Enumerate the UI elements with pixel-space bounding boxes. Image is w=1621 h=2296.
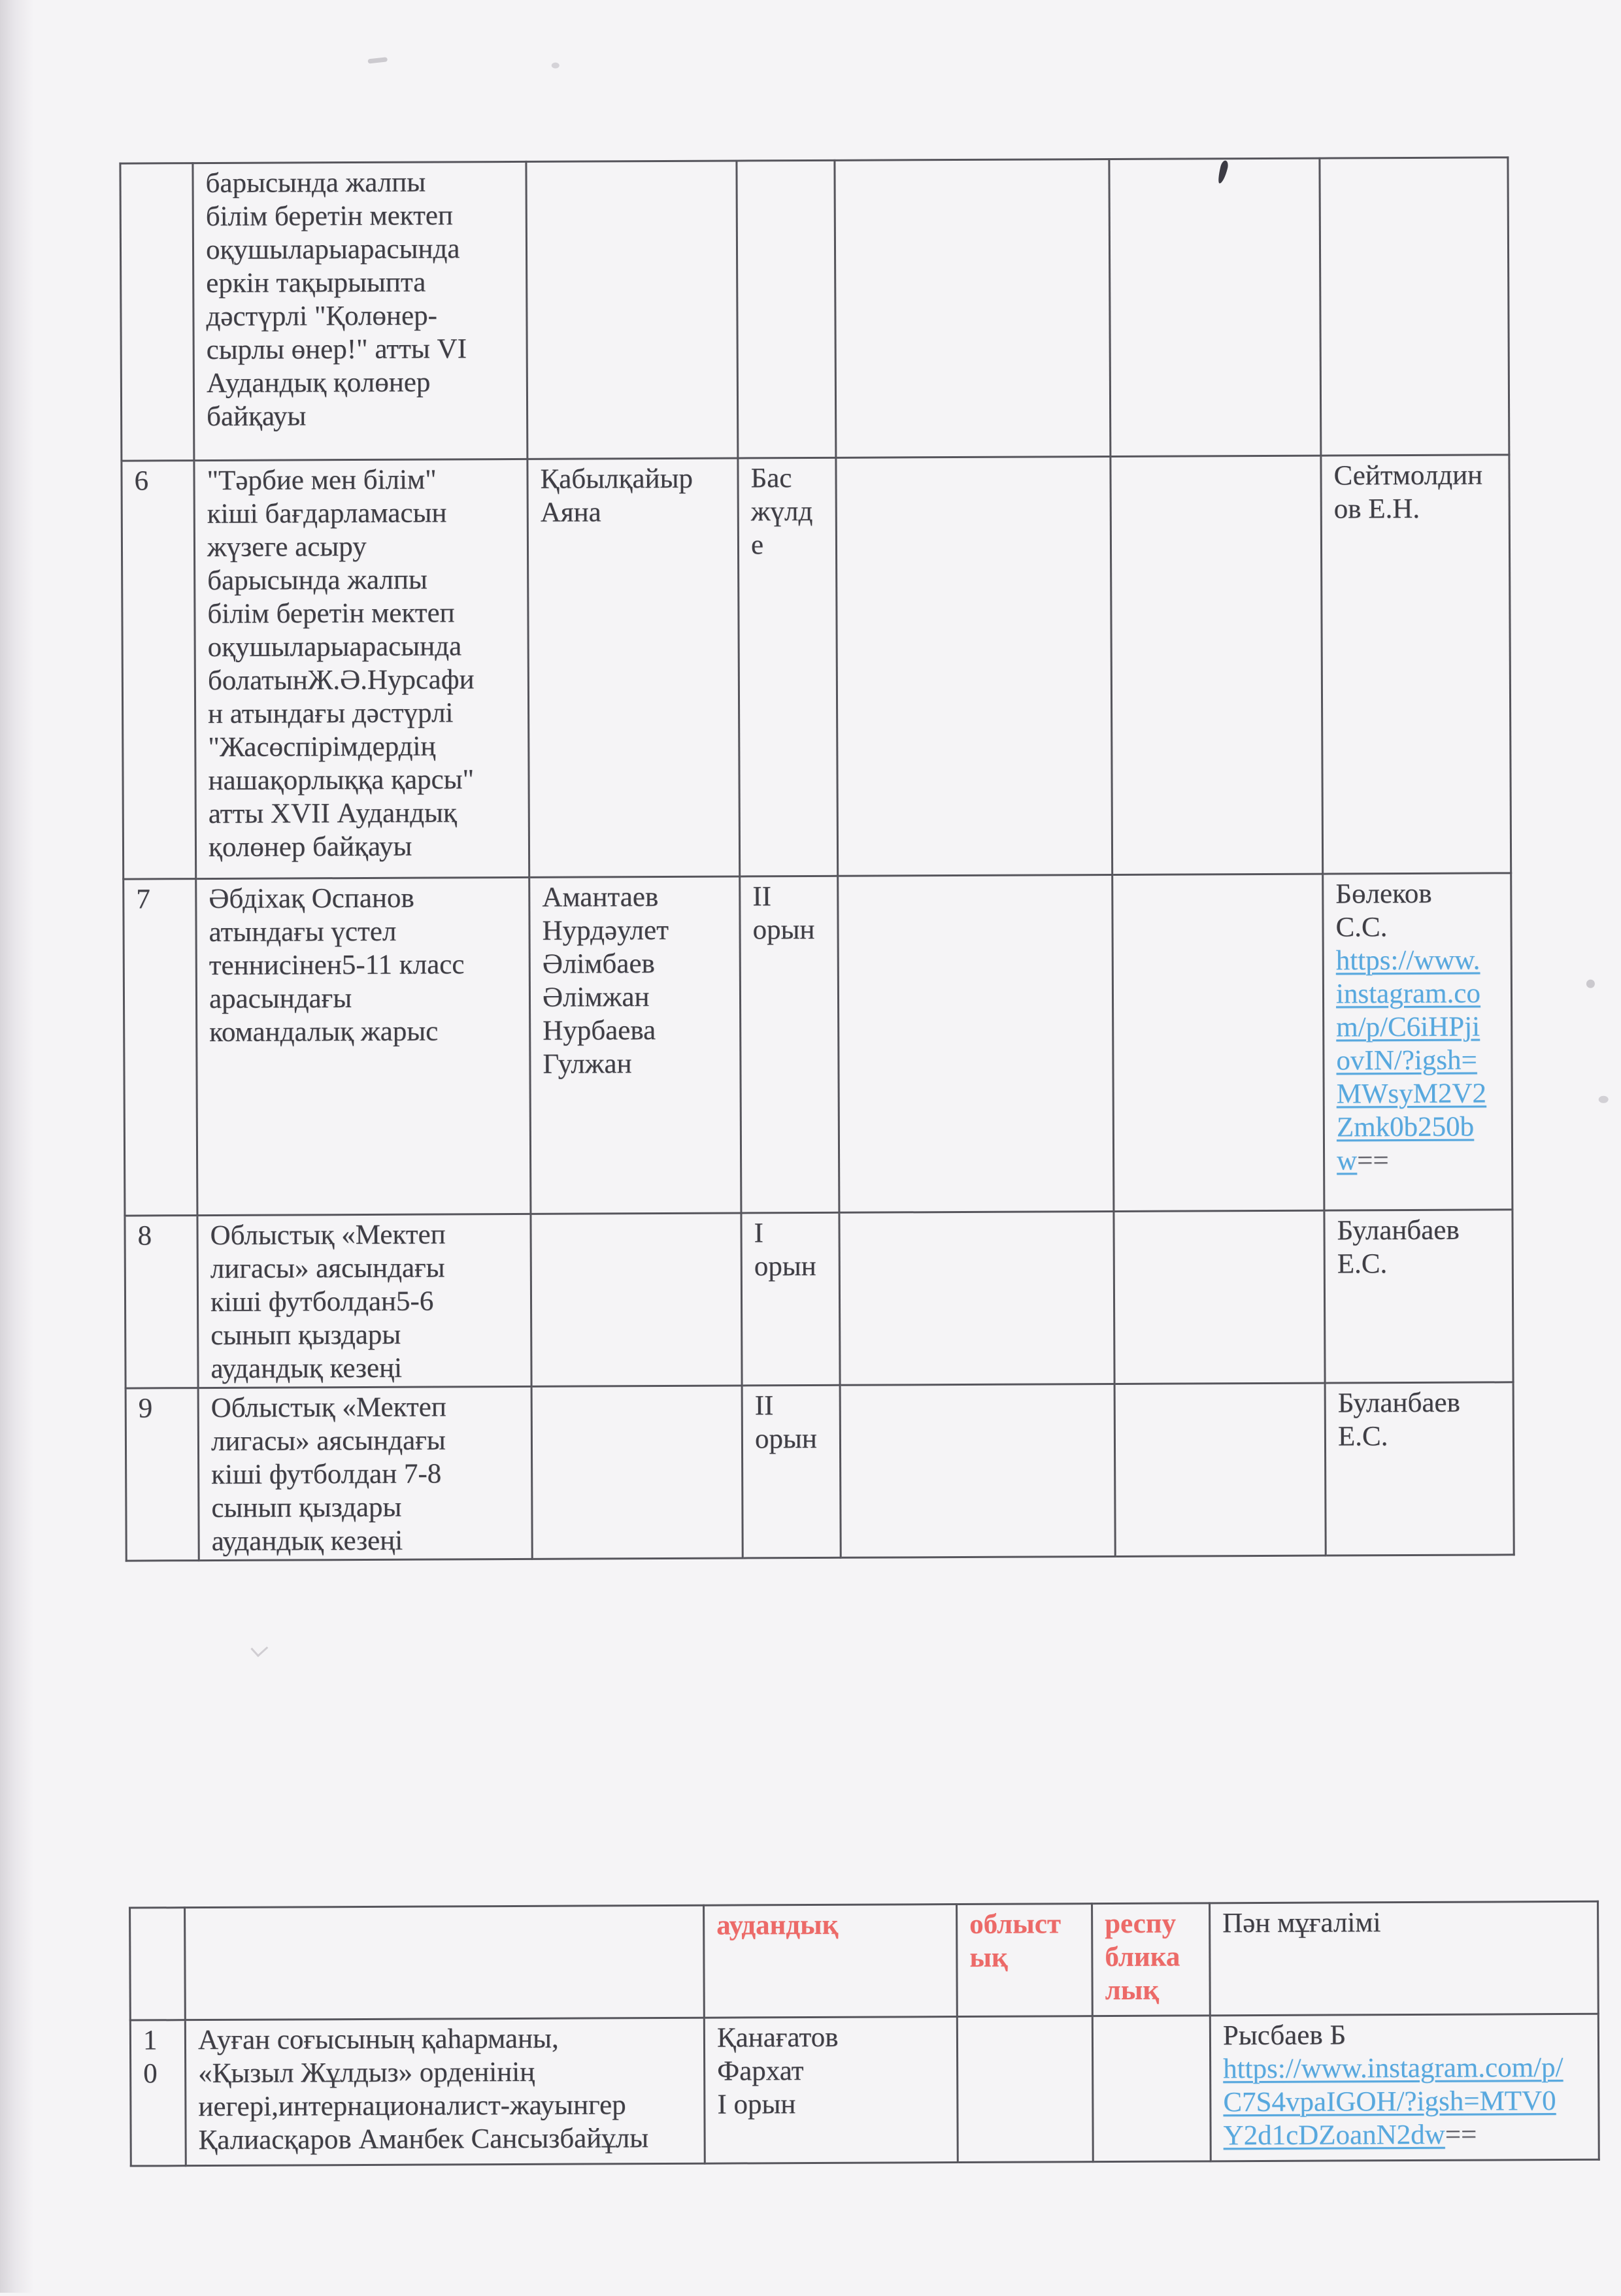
table-row-6 — [122, 455, 1511, 879]
cell-event: Облыстық «Мектеп лигасы» аясындағы кіші футболдан5-6 сынып қыздары аудандық кезеңі — [197, 1214, 531, 1388]
cell-num: 6 — [122, 461, 196, 879]
cell-district — [838, 874, 1114, 1212]
cell-result: II орын — [742, 1385, 841, 1558]
link-suffix: == — [1357, 1145, 1389, 1176]
cell-result — [737, 160, 836, 458]
table-row-7 — [124, 873, 1512, 1216]
cell-teacher: Сейтмолдин ов Е.Н. — [1321, 455, 1511, 874]
cell-event: "Тәрбие мен білім" кіші бағдарламасын жүзеге асыру барысында жалпы білім беретін мектеп оқушыларыарасында болатынЖ.Ә.Нурсафи н атындағы дәстүрлі "Жасөспірімдердің нашақорлыққа қарсы" атты XVII Аудандық қолөнер байқауы — [194, 459, 529, 878]
table-row-9 — [125, 1382, 1514, 1561]
cell-republic — [1092, 2016, 1211, 2162]
cell-num — [120, 163, 194, 461]
cell-students: Қабылқайыр Аяна — [527, 458, 740, 877]
cell-event: Әбдіхақ Оспанов атындағы үстел теннисінен5-11 класс арасындағы командалық жарыс — [196, 877, 531, 1215]
table-row-10 — [130, 2014, 1599, 2166]
cell-district — [839, 1211, 1114, 1385]
cell-region — [1111, 456, 1323, 874]
instagram-link[interactable]: https://www. instagram.co m/p/C6iHPji ovIN/?igsh= MWsyM2V2 Zmk0b250b w — [1335, 944, 1487, 1176]
table-row-8 — [125, 1210, 1513, 1388]
cell-district — [836, 456, 1112, 876]
cell-num: 8 — [125, 1216, 198, 1388]
cell-region — [1114, 1383, 1326, 1556]
cell-region — [1114, 1210, 1325, 1384]
scan-artifact-dot — [1599, 1096, 1609, 1103]
cell-teacher: Буланбаев Е.С. — [1324, 1210, 1513, 1383]
cell-result: II орын — [740, 876, 839, 1213]
cell-teacher — [1323, 873, 1512, 1210]
teacher-name: Рысбаев Б — [1222, 2020, 1346, 2052]
header-event — [185, 1905, 705, 2020]
instagram-link[interactable]: https://www.instagram.com/p/ C7S4vpaIGOH/?igsh=MTV0 Y2d1cDZoanN2dw — [1223, 2052, 1563, 2152]
cell-teacher — [1210, 2014, 1599, 2161]
header-region: облыст ық — [957, 1904, 1093, 2017]
cell-students — [531, 1213, 742, 1386]
cell-district — [835, 159, 1111, 458]
cell-teacher — [1320, 158, 1509, 456]
cell-result: Бас жүлд е — [738, 458, 838, 876]
cell-district: Қанағатов Фархат I орын — [704, 2017, 958, 2164]
scan-artifact-smudge — [367, 57, 388, 63]
header-district: аудандық — [704, 1905, 958, 2018]
cell-num: 7 — [124, 879, 197, 1216]
cell-event: барысында жалпы білім беретін мектеп оқушыларыарасында еркін тақырыыпта дәстүрлі "Қолөнер- сырлы өнер!" атты VI Аудандық қолөнер байқауы — [193, 161, 527, 460]
scan-artifact-dot — [1586, 980, 1595, 988]
table-row-5-continued — [120, 158, 1509, 461]
cell-students: Амантаев Нурдәулет Әлімбаев Әлімжан Нурбаева Гулжан — [529, 876, 741, 1214]
cell-teacher: Буланбаев Е.С. — [1325, 1382, 1514, 1556]
scan-artifact-check-mark — [250, 1640, 268, 1657]
cell-result: I орын — [741, 1212, 840, 1386]
cell-num: 1 0 — [130, 2020, 186, 2166]
cell-event: Ауған соғысының қаһарманы, «Қызыл Жұлдыз» орденінің иегері,интернационалист-жауынгер Қалиасқаров Аманбек Сансызбайұлы — [185, 2018, 705, 2165]
cell-region — [957, 2016, 1093, 2163]
cell-students — [526, 161, 738, 459]
cell-region — [1109, 158, 1321, 456]
scan-artifact-dot — [552, 63, 560, 69]
header-subject-teacher: Пән мұғалімі — [1210, 1901, 1599, 2016]
table-header-row — [130, 1901, 1599, 2020]
awards-table-continued — [119, 156, 1514, 1561]
cell-district — [840, 1384, 1115, 1557]
cell-students — [531, 1386, 743, 1559]
teacher-name: Бөлеков С.С. — [1335, 878, 1432, 943]
cell-region — [1112, 874, 1324, 1211]
subject-teacher-table — [129, 1901, 1600, 2167]
cell-num: 9 — [125, 1388, 199, 1561]
header-num — [130, 1908, 186, 2020]
link-suffix: == — [1445, 2119, 1477, 2150]
header-republic: респу блика лық — [1092, 1903, 1211, 2016]
cell-event: Облыстық «Мектеп лигасы» аясындағы кіші футболдан 7-8 сынып қыздары аудандық кезеңі — [198, 1386, 532, 1560]
